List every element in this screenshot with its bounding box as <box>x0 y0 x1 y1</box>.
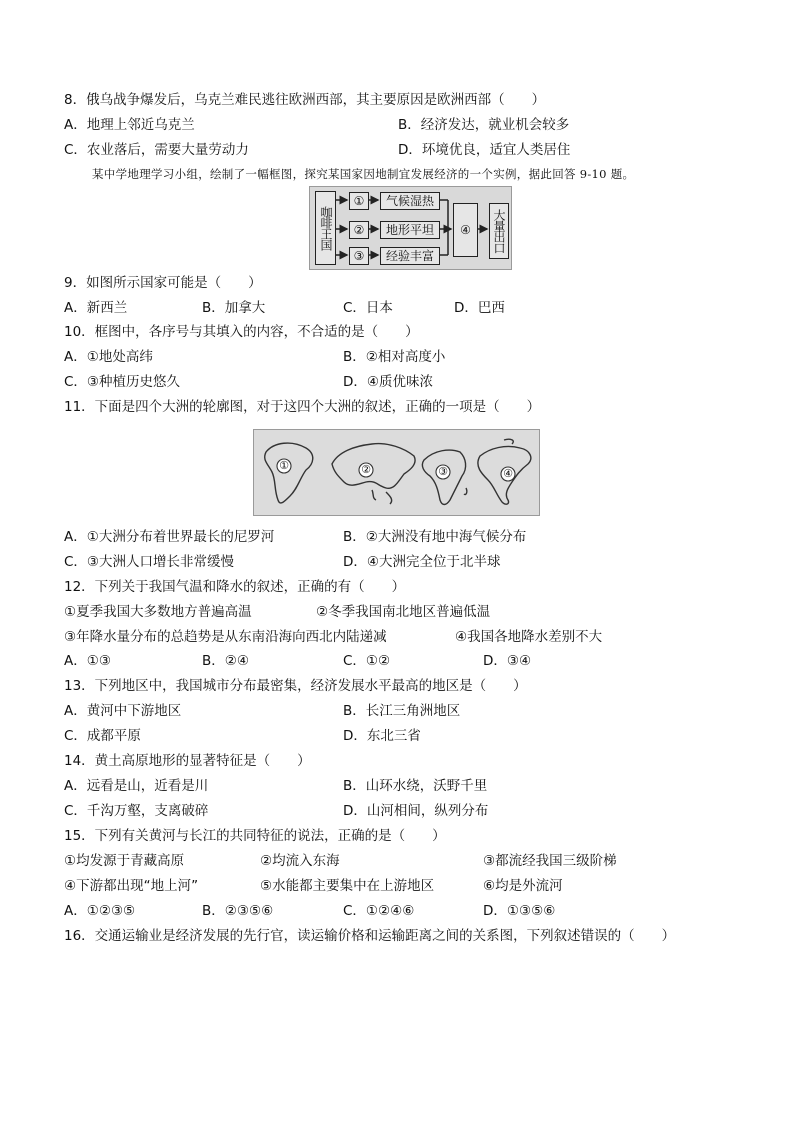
continents-figure <box>253 429 540 516</box>
q15-option-a[interactable]: A．①②③⑤ <box>64 903 136 919</box>
q11-option-d[interactable]: D．④大洲完全位于北半球 <box>343 554 501 570</box>
q8-option-c[interactable]: C．农业落后，需要大量劳动力 <box>64 142 249 158</box>
q11-option-c[interactable]: C．③大洲人口增长非常缓慢 <box>64 554 235 570</box>
q15-statement-6: ⑥均是外流河 <box>483 878 563 894</box>
q13-option-c[interactable]: C．成都平原 <box>64 728 141 744</box>
q12-stem: 12．下列关于我国气温和降水的叙述，正确的有（ ） <box>64 579 406 595</box>
q12-option-a[interactable]: A．①③ <box>64 653 111 669</box>
q16-stem: 16．交通运输业是经济发展的先行官，读运输价格和运输距离之间的关系图，下列叙述错误的（ ） <box>64 928 676 944</box>
q15-statement-2: ②均流入东海 <box>260 853 340 869</box>
q13-option-b[interactable]: B．长江三角洲地区 <box>343 703 461 719</box>
q15-stem: 15．下列有关黄河与长江的共同特征的说法，正确的是（ ） <box>64 828 446 844</box>
flowchart-node-2: ② <box>349 221 369 239</box>
q8-option-b[interactable]: B．经济发达，就业机会较多 <box>398 117 570 133</box>
q14-option-d[interactable]: D．山河相间，纵列分布 <box>343 803 489 819</box>
q12-option-c[interactable]: C．①② <box>343 653 391 669</box>
flowchart-factor-1: 气候湿热 <box>380 192 440 210</box>
group-intro: 某中学地理学习小组，绘制了一幅框图，探究某国家因地制宜发展经济的一个实例，据此回答 9-10 题。 <box>92 167 635 181</box>
flowchart-source-box: 咖啡王国 <box>315 191 336 265</box>
q11-option-b[interactable]: B．②大洲没有地中海气候分布 <box>343 529 527 545</box>
q12-statement-1: ①夏季我国大多数地方普遍高温 <box>64 604 252 620</box>
flowchart-node-4: ④ <box>453 203 478 257</box>
q13-stem: 13．下列地区中，我国城市分布最密集，经济发展水平最高的地区是（ ） <box>64 678 527 694</box>
q12-option-b[interactable]: B．②④ <box>202 653 249 669</box>
q15-statement-5: ⑤水能都主要集中在上游地区 <box>260 878 435 894</box>
q10-option-c[interactable]: C．③种植历史悠久 <box>64 374 181 390</box>
q9-option-b[interactable]: B．加拿大 <box>202 300 266 316</box>
q15-option-d[interactable]: D．①③⑤⑥ <box>483 903 556 919</box>
q15-statement-4: ④下游都出现“地上河” <box>64 878 199 894</box>
q12-statement-4: ④我国各地降水差别不大 <box>455 629 603 645</box>
continent-2-outline <box>332 444 415 504</box>
continent-outlines <box>254 430 539 515</box>
q12-statement-3: ③年降水量分布的总趋势是从东南沿海向西北内陆递减 <box>64 629 387 645</box>
flowchart-factor-3: 经验丰富 <box>380 247 440 265</box>
q9-option-a[interactable]: A．新西兰 <box>64 300 128 316</box>
continent-3-label: ③ <box>438 465 448 478</box>
q10-option-d[interactable]: D．④质优味浓 <box>343 374 433 390</box>
q10-stem: 10．框图中，各序号与其填入的内容，不合适的是（ ） <box>64 324 419 340</box>
q14-option-b[interactable]: B．山环水绕，沃野千里 <box>343 778 488 794</box>
q10-option-a[interactable]: A．①地处高纬 <box>64 349 153 365</box>
q14-option-a[interactable]: A．远看是山，近看是川 <box>64 778 209 794</box>
q11-option-a[interactable]: A．①大洲分布着世界最长的尼罗河 <box>64 529 275 545</box>
q8-option-a[interactable]: A．地理上邻近乌克兰 <box>64 117 195 133</box>
q15-statement-3: ③都流经我国三级阶梯 <box>483 853 617 869</box>
q14-stem: 14．黄土高原地形的显著特征是（ ） <box>64 753 311 769</box>
flowchart-node-3: ③ <box>349 247 369 265</box>
q9-option-d[interactable]: D．巴西 <box>454 300 505 316</box>
flowchart-node-1: ① <box>349 192 369 210</box>
q8-stem: 8．俄乌战争爆发后，乌克兰难民逃往欧洲西部，其主要原因是欧洲西部（ ） <box>64 92 546 108</box>
continent-2-label: ② <box>361 463 371 476</box>
q8-option-d[interactable]: D．环境优良，适宜人类居住 <box>398 142 571 158</box>
q12-statement-2: ②冬季我国南北地区普遍低温 <box>316 604 491 620</box>
q13-option-a[interactable]: A．黄河中下游地区 <box>64 703 182 719</box>
q11-stem: 11．下面是四个大洲的轮廓图，对于这四个大洲的叙述，正确的一项是（ ） <box>64 399 541 415</box>
q14-option-c[interactable]: C．千沟万壑，支离破碎 <box>64 803 209 819</box>
q15-statement-1: ①均发源于青藏高原 <box>64 853 185 869</box>
q15-option-c[interactable]: C．①②④⑥ <box>343 903 415 919</box>
flowchart-result-box: 大量出口 <box>489 203 509 259</box>
q10-option-b[interactable]: B．②相对高度小 <box>343 349 446 365</box>
q15-option-b[interactable]: B．②③⑤⑥ <box>202 903 274 919</box>
flowchart-figure <box>309 186 512 270</box>
continent-4-label: ④ <box>503 467 513 480</box>
continent-1-outline <box>265 443 313 503</box>
q12-option-d[interactable]: D．③④ <box>483 653 532 669</box>
q9-option-c[interactable]: C．日本 <box>343 300 393 316</box>
flowchart-factor-2: 地形平坦 <box>380 221 440 239</box>
q13-option-d[interactable]: D．东北三省 <box>343 728 421 744</box>
continent-1-label: ① <box>279 459 289 472</box>
q9-stem: 9．如图所示国家可能是（ ） <box>64 275 262 291</box>
